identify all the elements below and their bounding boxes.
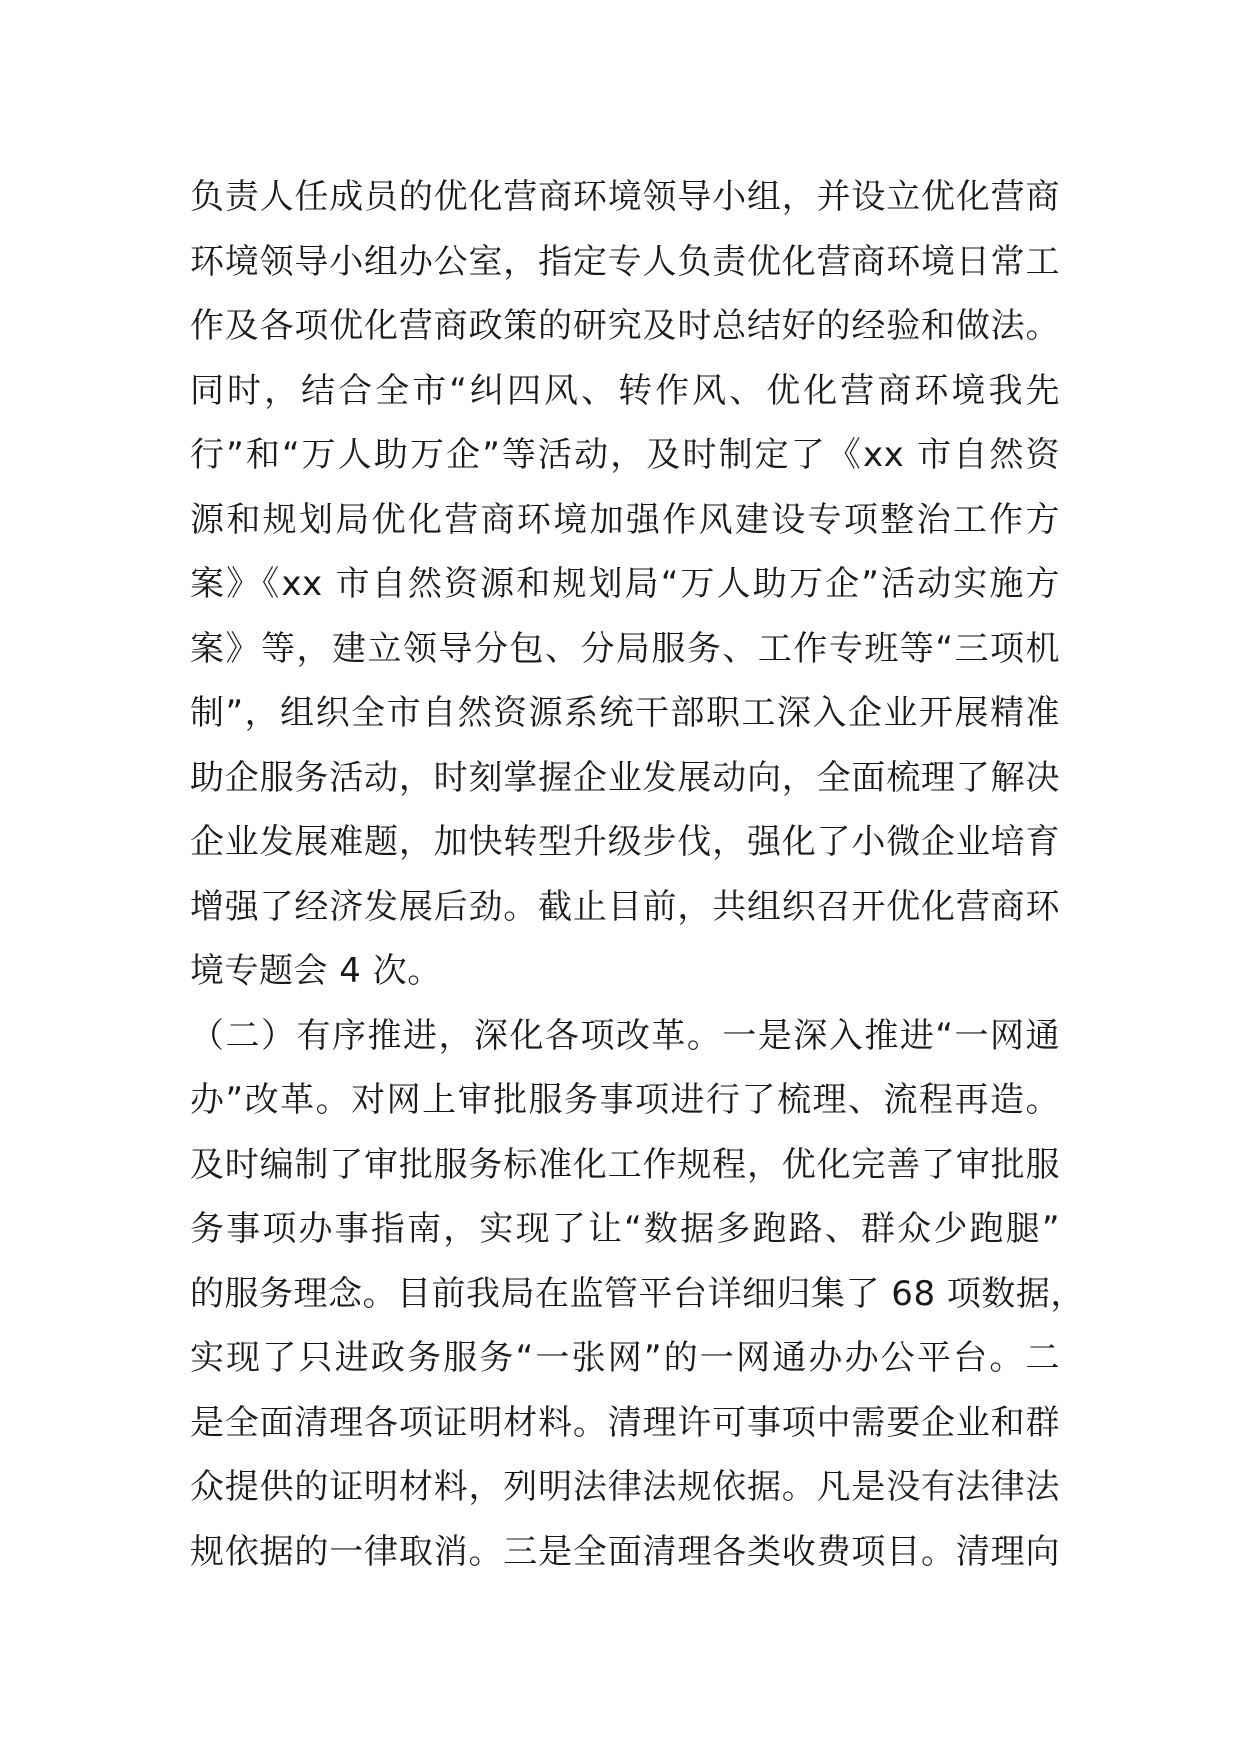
text-line: 同时，结合全市“纠四风、转作风、优化营商环境我先: [190, 370, 1060, 411]
text-line: 源和规划局优化营商环境加强作风建设专项整治工作方: [190, 499, 1060, 540]
text-line: 企业发展难题，加快转型升级步伐，强化了小微企业培育: [190, 822, 1060, 862]
text-line: 实现了只进政务服务“一张网”的一网通办办公平台。二: [190, 1338, 1060, 1378]
text-line: 境专题会 4 次。: [190, 951, 442, 991]
text-line: 办”改革。对网上审批服务事项进行了梳理、流程再造。: [190, 1080, 1060, 1120]
text-line: 务事项办事指南，实现了让“数据多跑路、群众少跑腿”: [190, 1209, 1060, 1249]
text-line: 的服务理念。目前我局在监管平台详细归集了 68 项数据，: [190, 1273, 1085, 1314]
text-line: 案》等，建立领导分包、分局服务、工作专班等“三项机: [190, 628, 1060, 669]
text-line: 助企服务活动，时刻掌握企业发展动向，全面梳理了解决: [190, 757, 1060, 798]
text-line: 增强了经济发展后劲。截止目前，共组织召开优化营商环: [190, 886, 1060, 927]
text-line: 负责人任成员的优化营商环境领导小组，并设立优化营商: [190, 177, 1060, 217]
text-line: 规依据的一律取消。三是全面清理各类收费项目。清理向: [190, 1531, 1060, 1572]
text-line: 环境领导小组办公室，指定专人负责优化营商环境日常工: [190, 241, 1060, 282]
text-line: 案》《xx 市自然资源和规划局“万人助万企”活动实施方: [190, 564, 1060, 604]
text-line: 行”和“万人助万企”等活动，及时制定了《xx 市自然资: [190, 435, 1060, 475]
text-line: 作及各项优化营商政策的研究及时总结好的经验和做法。: [190, 306, 1060, 346]
text-line: 制”，组织全市自然资源系统干部职工深入企业开展精准: [190, 693, 1060, 733]
text-line: （二）有序推进，深化各项改革。一是深入推进“一网通: [190, 1015, 1060, 1056]
body-text: [190, 165, 1085, 1584]
text-line: 是全面清理各项证明材料。清理许可事项中需要企业和群: [190, 1402, 1060, 1443]
text-line: 众提供的证明材料，列明法律法规依据。凡是没有法律法: [190, 1467, 1060, 1507]
text-line: 及时编制了审批服务标准化工作规程，优化完善了审批服: [190, 1144, 1060, 1185]
